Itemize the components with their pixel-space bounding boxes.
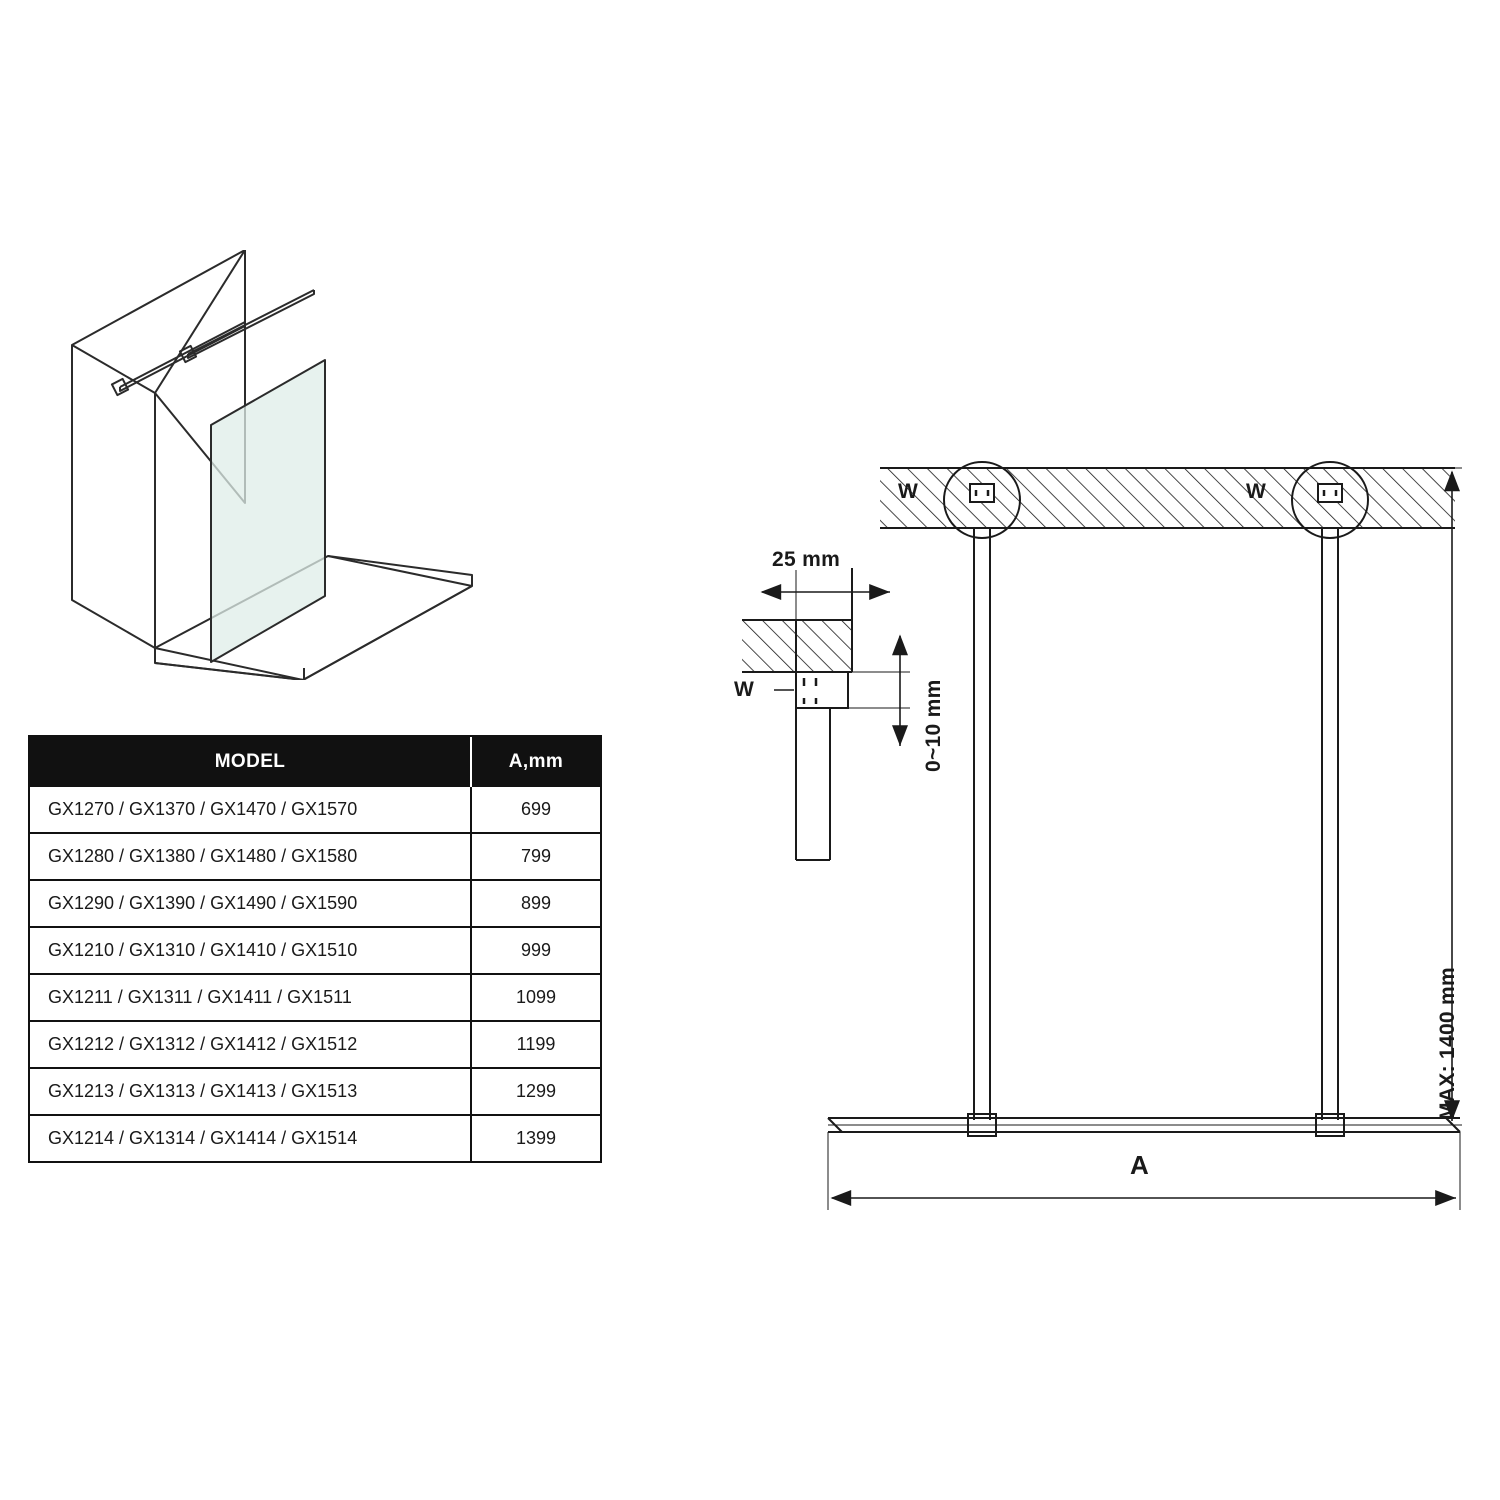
detail-width-label: 25 mm [772,548,841,571]
cell-model: GX1211 / GX1311 / GX1411 / GX1511 [30,974,471,1021]
bracket-label-left: W [898,480,919,503]
cell-model: GX1210 / GX1310 / GX1410 / GX1510 [30,927,471,974]
cell-a: 799 [471,833,600,880]
table-row [30,1115,600,1161]
technical-drawing [700,420,1490,1280]
isometric-illustration [60,250,480,680]
table-row [30,880,600,927]
cell-model: GX1270 / GX1370 / GX1470 / GX1570 [30,787,471,833]
table-row [30,833,600,880]
cell-a: 1099 [471,974,600,1021]
cell-model: GX1290 / GX1390 / GX1490 / GX1590 [30,880,471,927]
table-header-row [30,737,600,787]
cell-model: GX1213 / GX1313 / GX1413 / GX1513 [30,1068,471,1115]
table-row [30,1021,600,1068]
table-row [30,787,600,833]
cell-a: 699 [520,799,552,819]
table-row [30,974,600,1021]
cell-a: 1199 [471,1021,600,1068]
cell-a: 1299 [471,1068,600,1115]
table-row [30,927,600,974]
header-model: MODEL [30,737,471,787]
bracket-label-detail: W [734,678,755,701]
cell-model: GX1214 / GX1314 / GX1414 / GX1514 [30,1115,471,1161]
detail-gap-label: 0~10 mm [922,679,945,772]
cell-model: GX1280 / GX1380 / GX1480 / GX1580 [30,833,471,880]
cell-a: 1399 [471,1115,600,1161]
cell-model: GX1212 / GX1312 / GX1412 / GX1512 [30,1021,471,1068]
cell-a: 899 [471,880,600,927]
isometric-view [60,250,480,680]
width-dimension-label: A [1130,1150,1150,1180]
bracket-label-right: W [1246,480,1267,503]
header-a: A,mm [471,737,600,787]
model-table [28,735,602,1163]
height-max-label: MAX: 1400 mm [1436,967,1459,1120]
cell-a: 999 [471,927,600,974]
table-row [30,1068,600,1115]
